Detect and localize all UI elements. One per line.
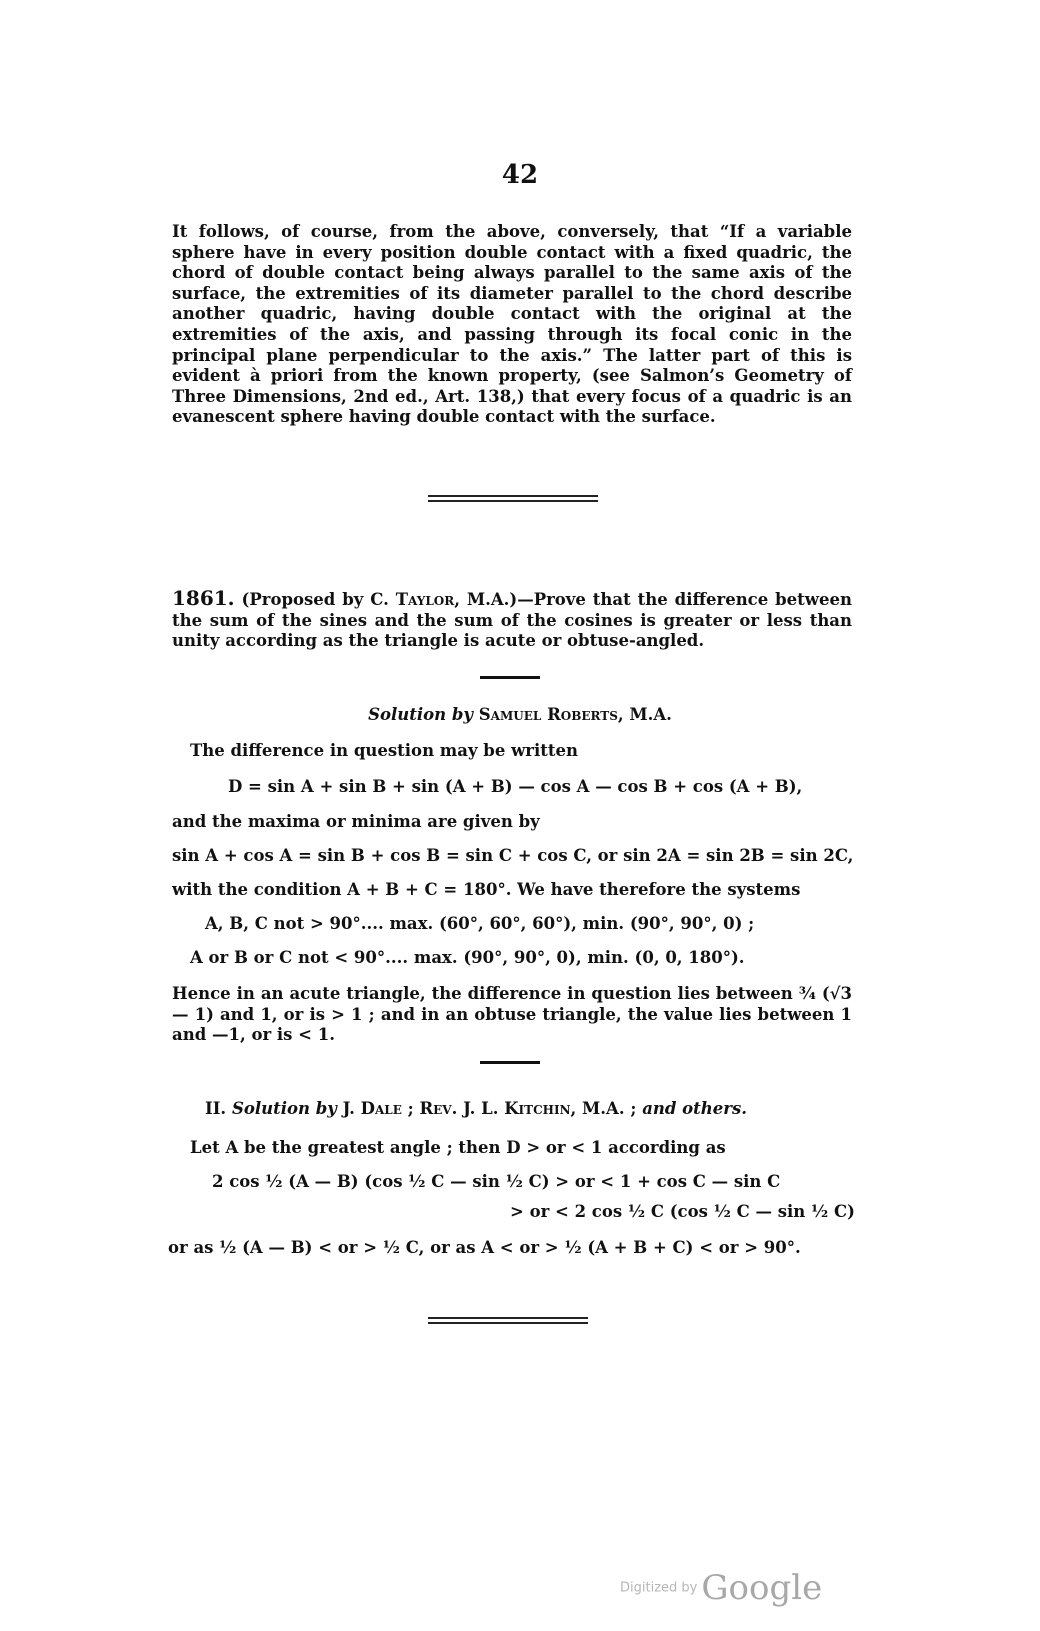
solution2-heading-numeral: II. [205,1099,227,1118]
page-number: 42 [501,160,539,190]
solution2-heading-prefix: Solution by [231,1099,337,1118]
section-divider-top-2 [428,500,598,502]
solution1-heading [0,705,1040,724]
google-logo: Google [701,1568,823,1608]
solution2-heading-suffix: and others. [642,1099,748,1118]
question-text: Prove that the difference between the sum of the sines and the sum of the cosines is greater or less than unity according as the triangle is acute or obtuse-angled. [172,590,852,651]
short-divider-1 [480,676,540,679]
solution1-line-3: and the maxima or minima are given by [172,812,540,831]
solution1-equation-maxmin: sin A + cos A = sin B + cos B = sin C + cos C, or sin 2A = sin 2B = sin 2C, [172,846,854,865]
solution1-system-1: A, B, C not > 90°.... max. (60°, 60°, 60°), min. (90°, 90°, 0) ; [205,914,755,933]
solution1-heading-name: Samuel Roberts, M.A. [478,705,672,724]
solution1-heading-prefix: Solution by [368,705,474,724]
solution2-line-4: or as ½ (A — B) < or > ½ C, or as A < or > ½ (A + B + C) < or > 90°. [168,1238,801,1257]
solution2-line-3: > or < 2 cos ½ C (cos ½ C — sin ½ C) [510,1202,855,1221]
question-number: 1861. [172,586,235,610]
solution1-equation-d: D = sin A + sin B + sin (A + B) — cos A — cos B + cos (A + B), [228,777,803,796]
proposer-prefix: (Proposed by C. [241,590,389,609]
solution2-heading [205,1099,747,1118]
solution2-heading-names: J. Dale ; Rev. J. L. Kitchin, M.A. ; [342,1099,637,1118]
proposer-suffix: , M.A.)— [454,590,534,609]
solution1-conclusion: Hence in an acute triangle, the difference in question lies between ¾ (√3 — 1) and 1, or is > 1 ; and in an obtuse triangle, the value lies between 1 and —1, or is < 1. [172,984,852,1045]
question-block [172,588,852,652]
intro-paragraph: It follows, of course, from the above, conversely, that “If a variable sphere have in every position double contact with a fixed quadric, the chord of double contact being always parallel to the same axis of the surface, the extremities of its diameter parallel to the chord describe another quadric, having double contact with the original at the extremities of the axis, and passing through its focal conic in the principal plane perpendicular to the axis.” The latter part of this is evident à priori from the known property, (see Salmon’s Geometry of Three Dimensions, 2nd ed., Art. 138,) that every focus of a quadric is an evanescent sphere having double contact with the surface. [172,222,852,427]
digitized-label: Digitized by [620,1580,698,1596]
solution1-line-5: with the condition A + B + C = 180°. We have therefore the systems [172,880,801,899]
section-divider-bottom-2 [428,1322,588,1324]
proposer-name: Taylor [395,590,455,609]
solution1-system-2: A or B or C not < 90°.... max. (90°, 90°, 0), min. (0, 0, 180°). [190,948,745,967]
section-divider-top-1 [428,495,598,497]
section-divider-bottom-1 [428,1317,588,1319]
short-divider-2 [480,1061,540,1064]
solution2-line-1: Let A be the greatest angle ; then D > or < 1 according as [190,1138,726,1157]
solution1-line-1: The difference in question may be written [190,741,578,760]
digitized-watermark [620,1568,822,1608]
solution2-line-2: 2 cos ½ (A — B) (cos ½ C — sin ½ C) > or < 1 + cos C — sin C [212,1172,781,1191]
